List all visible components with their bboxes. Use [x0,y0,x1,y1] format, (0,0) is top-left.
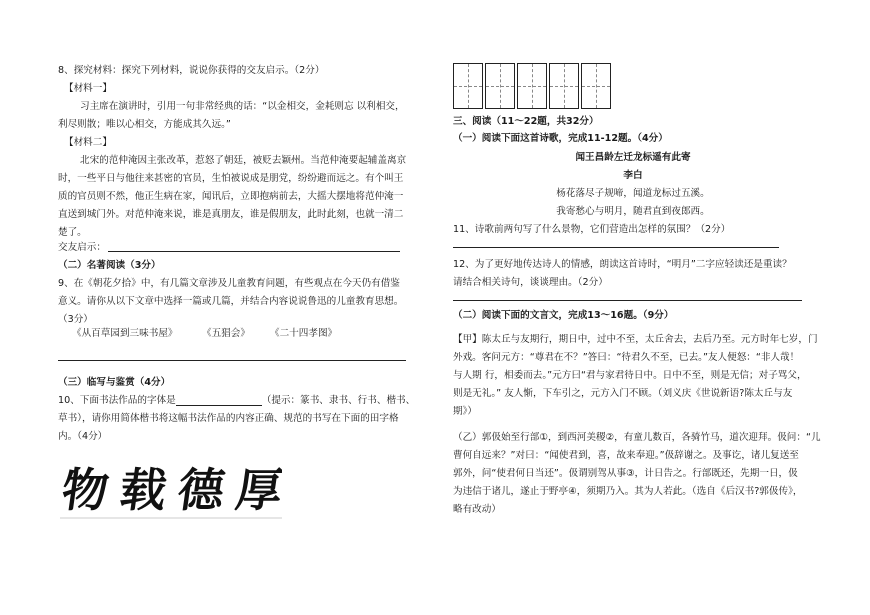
material-2-line: 直送到城门外。对范仲淹来说，谁是真朋友，谁是假朋友，此时此刻，也就一清二 [58,209,404,220]
question-10-hint: （提示：篆书、隶书、行书、楷书、 [261,395,416,406]
material-2-line: 楚了。 [58,227,87,238]
calligraphy-image [60,456,282,520]
passage-a-line: 【甲】陈太丘与友期行，期日中，过中不至，太丘舍去，去后乃至。元方时年七岁，门 [453,334,818,345]
subsection-classical-title: （二）阅读下面的文言文，完成13～16题。（9分） [453,310,674,321]
book-title: 《二十四孝图》 [270,328,338,339]
calligraphy-char-4: 厚 [232,463,282,517]
question-9-line: 9、在《朝花夕拾》中，有几篇文章涉及儿童教育问题，有些观点在今天仍有借鉴 [58,278,400,289]
material-2-line: 质的官员则不然，他正生病在家，闻讯后，立即抱病前去，大摇大摆地将范仲淹一 [58,191,404,202]
question-8: 8、探究材料：探究下列材料，说说你获得的交友启示。（2分） [58,65,325,76]
section-title-2: （二）名著阅读（3分） [58,260,161,271]
material-1-line: 习主席在演讲时，引用一句非常经典的话：“以金相交，金耗则忘 以利相交， [80,101,405,112]
q11-answer-line[interactable] [453,247,779,248]
material-1-title: 【材料一】 [64,83,112,94]
passage-b-line: 郭外，问“使君何日当还”。伋谓别驾从事③，计日告之。行部既还，先期一日，伋 [453,468,798,479]
calligraphy-char-1: 物 [60,463,112,517]
poem-line: 杨花落尽子规啼，闻道龙标过五溪。 [556,188,710,199]
book-title: 《五猖会》 [202,328,250,339]
poem-line: 我寄愁心与明月，随君直到夜郎西。 [556,206,710,217]
q12-answer-line[interactable] [453,300,802,301]
q8-answer-label: 交友启示： [58,242,106,253]
passage-a-line: 与人期 行，相委而去。”元方曰“君与家君待日中。日中不至，则是无信；对子骂父， [453,370,807,381]
passage-b-line: 为违信于诸儿，遂止于野亭④，须期乃入。其为人若此。（选自《后汉书?郭伋传》， [453,486,803,497]
question-11: 11、诗歌前两句写了什么景物，它们营造出怎样的氛围？（2分） [453,224,731,235]
passage-b-line: 曹何自远来？”对曰：“闻使君到，喜，故来奉迎。”伋辞谢之。及事讫，诸儿复送至 [453,450,799,461]
poem-author: 李白 [623,170,643,181]
calligraphy-char-2: 载 [116,463,170,517]
q8-answer-line[interactable] [108,251,400,252]
question-9-line: 意义。请你从以下文章中选择一篇或几篇，并结合内容说说鲁迅的儿童教育思想。 [58,296,404,307]
passage-a-line: 外戏。客问元方：“尊君在不？”答曰：“待君久不至，已去。”友人便怒：“非人哉！ [453,352,800,363]
q9-answer-line[interactable] [58,360,406,361]
material-2-title: 【材料二】 [64,137,112,148]
calligraphy-char-3: 德 [174,463,228,517]
calligraphy-artwork [60,456,282,520]
tianzige-cell[interactable] [485,63,515,109]
tianzige-cell[interactable] [517,63,547,109]
tianzige-cell[interactable] [549,63,579,109]
subsection-poem-title: （一）阅读下面这首诗歌，完成11-12题。（4分） [453,133,668,144]
question-12-line: 12、为了更好地传达诗人的情感，朗读这首诗时，“明月”二字应轻读还是重读？ [453,259,792,270]
book-title: 《从百草园到三味书屋》 [72,328,178,339]
tianzige-cell[interactable] [453,63,483,109]
passage-a-line: 期》） [453,406,477,417]
section-title-3: （三）临写与鉴赏（4分） [58,377,171,388]
passage-b-line: 略有改动） [453,504,501,515]
passage-a-line: 则是无礼。” 友人惭，下车引之，元方入门不顾。（刘义庆《世说新语?陈太丘与友 [453,388,793,399]
question-10-line [58,393,415,409]
material-2-line: 北宋的范仲淹因主张改革，惹怒了朝廷，被贬去颖州。当范仲淹要起辅盖离京 [80,155,407,166]
tianzige-cell[interactable] [581,63,611,109]
question-9-line: （3分） [58,314,93,325]
question-10-line: 内。（4分） [58,431,108,442]
question-10-prefix: 10、下面书法作品的字体是 [58,395,176,406]
q10-answer-blank[interactable] [176,395,262,406]
material-2-line: 时，一些平日与他往来甚密的官员，生怕被说成是朋党，纷纷避而远之。有个叫王 [58,173,404,184]
passage-b-line: （乙）郭伋始至行部①，到西河美稷②，有童儿数百，各骑竹马，道次迎拜。伋问：“儿 [453,432,821,443]
material-1-line: 利尽则散；唯以心相交，方能成其久远。” [58,119,231,130]
section-reading-title: 三、阅读（11～22题，共32分） [453,116,599,127]
poem-title: 闻王昌龄左迁龙标遥有此寄 [575,152,691,163]
question-12-line: 请结合相关诗句，谈谈理由。（2分） [453,277,608,288]
question-10-line: 草书），请你用简体楷书将这幅书法作品的内容正确、规范的书写在下面的田字格 [58,413,399,424]
tianzige-grid[interactable] [453,63,613,109]
